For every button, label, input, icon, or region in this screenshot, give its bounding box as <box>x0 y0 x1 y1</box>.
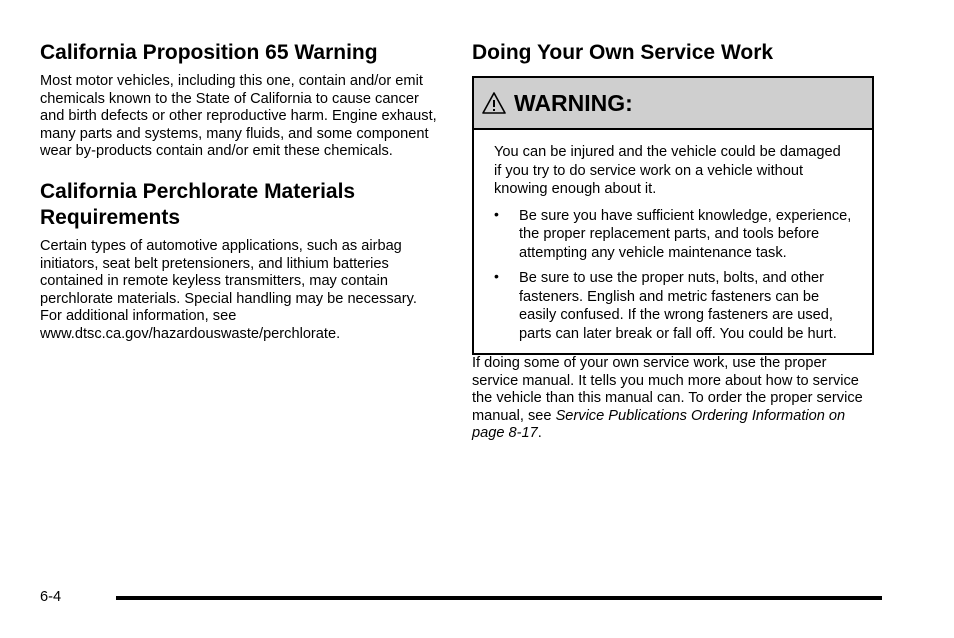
prop65-heading: California Proposition 65 Warning <box>40 41 378 64</box>
list-item <box>494 207 852 263</box>
warning-triangle-icon <box>482 91 506 115</box>
warning-header <box>474 78 872 130</box>
warning-intro: You can be injured and the vehicle could be damaged if you try to do service work on a vehicle without knowing enough about it. <box>494 144 841 197</box>
prop65-body: Most motor vehicles, including this one, contain and/or emit chemicals known to the State of California to cause cancer and birth defects or other reproductive harm. Engine exhaust, many parts and systems, many fluids, and some component wear by-products contain and/or emit these chemicals. <box>40 73 437 160</box>
warning-body <box>474 130 872 353</box>
service-work-heading: Doing Your Own Service Work <box>472 41 774 64</box>
footer-rule <box>116 596 882 600</box>
right-column <box>472 40 874 443</box>
prop65-section <box>40 40 440 161</box>
perchlorate-body: Certain types of automotive applications, such as airbag initiators, seat belt pretensioners, and lithium batteries contained in remote keyless transmitters, may contain perchlorate materials. Special handling may be necessary. For additional information, see www.dtsc.ca.gov/hazardouswaste/perchlorate. <box>40 237 417 342</box>
list-item-text: Be sure you have sufficient knowledge, experience, the proper replacement parts, and tools before attempting any vehicle maintenance task. <box>519 207 852 261</box>
service-publications-reference: Service Publications Ordering Information on page 8-17 <box>472 407 846 442</box>
warning-title: WARNING: <box>514 89 633 116</box>
perchlorate-heading: California Perchlorate Materials Requirements <box>40 179 356 229</box>
left-column <box>40 40 440 344</box>
perchlorate-section <box>40 179 440 344</box>
service-manual-paragraph <box>472 355 874 443</box>
list-item <box>494 269 852 343</box>
bullet-glyph: • <box>494 268 499 284</box>
bullet-glyph: • <box>494 205 499 222</box>
service-manual-end: . <box>537 425 542 442</box>
warning-list <box>494 207 852 344</box>
list-item-text: Be sure to use the proper nuts, bolts, and other fasteners. English and metric fasteners can be easily confused. If the wrong fasteners are used, parts can later break or fall off. You could be hurt. <box>519 270 837 342</box>
service-manual-text: If doing some of your own service work, use the proper service manual. It tells you much more about how to service the vehicle than this manual can. To order the proper service manual, see <box>472 355 863 424</box>
warning-box <box>472 76 874 355</box>
page-number: 6-4 <box>40 589 62 605</box>
